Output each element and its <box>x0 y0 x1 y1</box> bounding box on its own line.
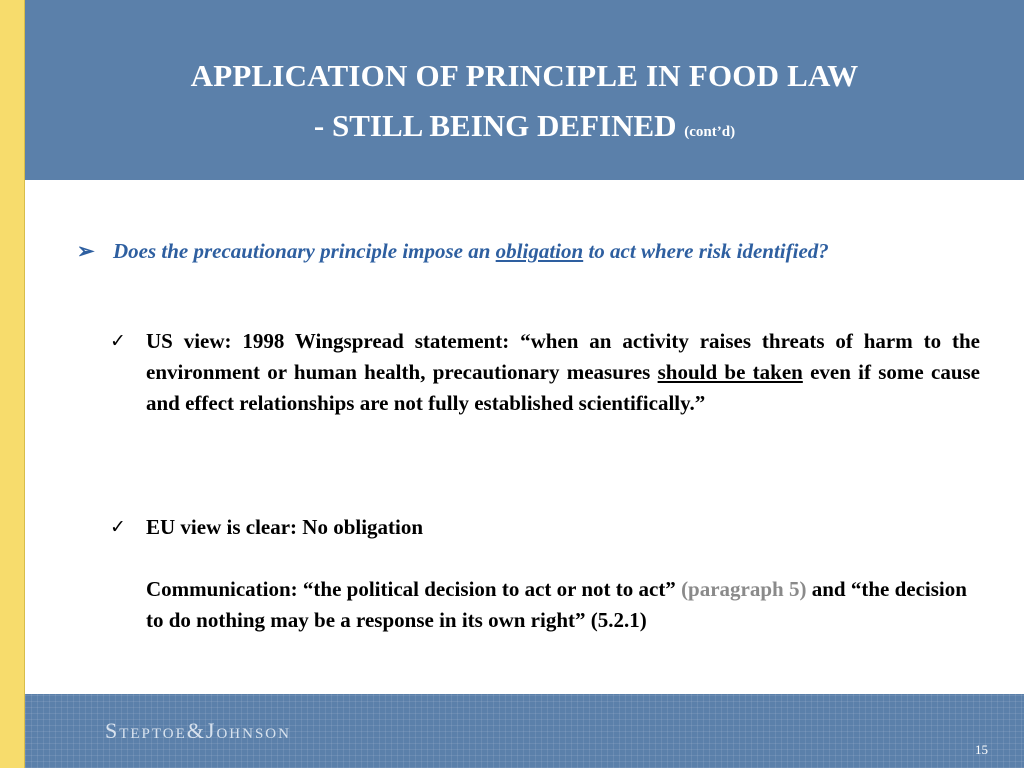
main-question-part1: Does the precautionary principle impose an <box>113 239 496 263</box>
main-question-bullet <box>77 236 947 267</box>
title-banner <box>25 0 1024 180</box>
slide-content <box>25 180 1024 694</box>
us-view-bullet <box>110 326 980 419</box>
checkmark-icon: ✓ <box>110 330 126 352</box>
main-question-part2: to act where risk identified? <box>583 239 829 263</box>
us-view-part1: US view: 1998 Wingspread statement: “when an activity raises threats of harm to the environment or human health, precautionary measures <box>146 329 980 384</box>
page-number: 15 <box>975 742 988 757</box>
paragraph-reference: (paragraph 5) <box>681 577 807 601</box>
slide-title-text: - STILL BEING DEFINED <box>313 108 677 143</box>
us-view-text <box>146 326 980 419</box>
communication-part1: Communication: “the political decision to act or not to act” <box>146 577 682 601</box>
main-question-text <box>113 236 947 267</box>
us-view-part2: even if some cause and effect relationships are not fully established scientifically.” <box>146 360 980 415</box>
checkmark-icon: ✓ <box>110 516 126 538</box>
eu-view-text: EU view is clear: No obligation <box>146 515 424 539</box>
footer-band <box>25 694 1024 768</box>
slide-title-suffix: (cont’d) <box>684 124 736 140</box>
communication-part2: and “the decision to do nothing may be a response in its own right” (5.2.1) <box>146 577 967 632</box>
left-accent-bar <box>0 0 25 768</box>
communication-paragraph <box>146 574 980 636</box>
main-question-underlined: obligation <box>495 239 584 263</box>
slide-title-line2 <box>25 108 1024 144</box>
arrow-bullet-icon: ➢ <box>77 239 95 263</box>
us-view-underlined: should be taken <box>657 360 803 384</box>
eu-view-bullet <box>110 512 980 543</box>
slide-title-line1: APPLICATION OF PRINCIPLE IN FOOD LAW <box>190 58 859 93</box>
steptoe-johnson-logo: Steptoe&Johnson <box>105 718 291 743</box>
